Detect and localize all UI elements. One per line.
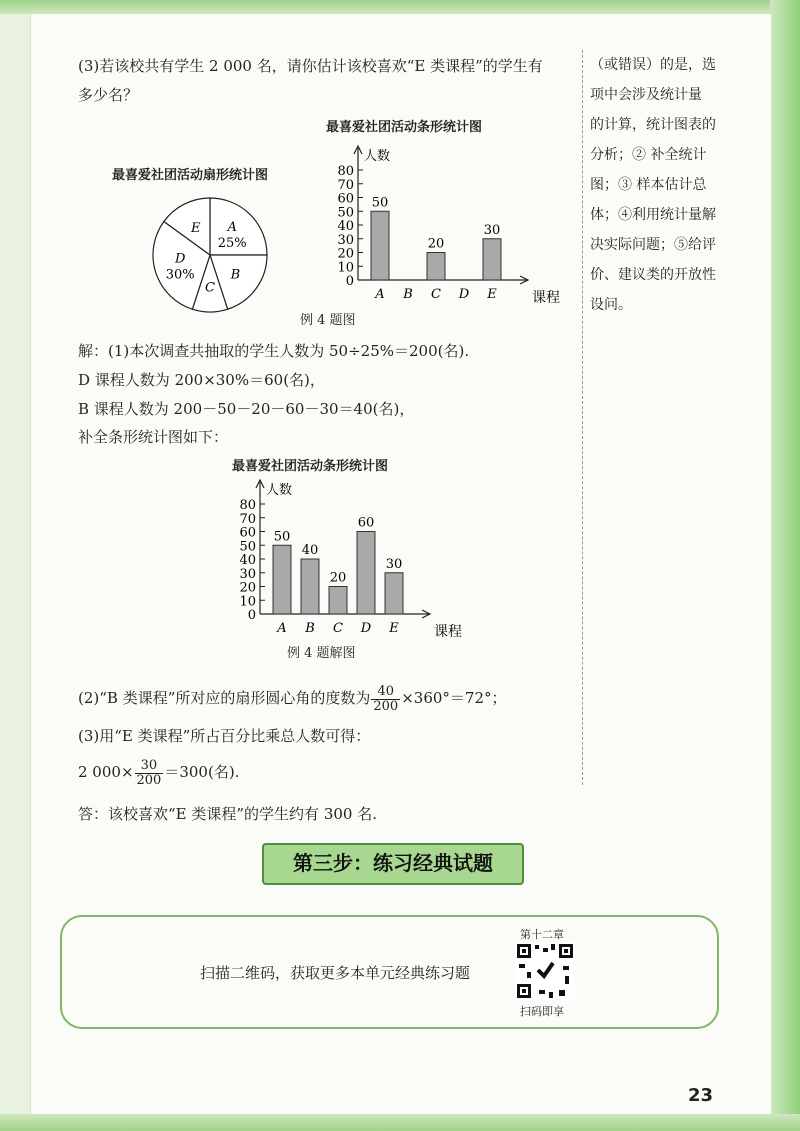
qr-bottom-label: 扫码即享 (520, 1005, 564, 1018)
y-tick-label: 40 (337, 219, 354, 234)
bar-chart-1 (320, 132, 560, 307)
bar-c (427, 253, 445, 281)
bar-value-label: 30 (385, 556, 403, 572)
pie-label-c: C (205, 280, 215, 296)
y-axis-label: 人数 (266, 483, 293, 498)
side-note-line: 决实际问题；⑤给评 (590, 237, 716, 253)
pie-percent-a: 25% (217, 235, 247, 251)
x-tick-label: C (333, 621, 343, 636)
question-line-2: 多少名？ (78, 86, 139, 104)
side-note-line: 价、建议类的开放性 (590, 267, 716, 283)
page-edge-right (770, 0, 800, 1131)
pie-label-b: B (230, 267, 241, 283)
step-banner: 第三步：练习经典试题 (262, 843, 524, 885)
bar-chart-1-title: 最喜爱社团活动条形统计图 (326, 120, 483, 135)
bar-value-label: 30 (483, 222, 501, 238)
pie-label-d: D (174, 251, 186, 267)
bar-b (301, 559, 319, 614)
solution-line-3: B 课程人数为 200－50－20－60－30＝40(名)， (78, 400, 415, 418)
part2-prefix: (2)“B 类课程”所对应的扇形圆心角的度数为 (78, 689, 371, 707)
y-tick-label: 80 (239, 498, 256, 513)
pie-label-a: A (227, 219, 237, 235)
y-tick-label: 60 (239, 525, 256, 541)
bar-d (357, 532, 375, 615)
y-tick-label: 70 (239, 511, 256, 527)
side-note-line: 设问。 (590, 297, 632, 313)
bar-value-label: 20 (427, 236, 445, 252)
y-tick-label: 50 (337, 205, 354, 221)
x-tick-label: E (487, 287, 497, 302)
part2-denominator: 200 (373, 698, 399, 714)
bar-value-label: 40 (301, 543, 319, 558)
solution-line-2: D 课程人数为 200×30%＝60(名)， (78, 371, 325, 389)
page-number: 23 (688, 1085, 714, 1106)
question-line-1: (3)若该校共有学生 2 000 名，请你估计该校喜欢“E 类课程”的学生有 (78, 57, 543, 75)
part2-fraction (371, 685, 400, 714)
side-note-line: 分析；② 补全统计 (590, 147, 707, 163)
x-tick-label: B (305, 621, 315, 636)
pie-chart (150, 195, 270, 315)
side-note-line: 项中会涉及统计量 (590, 87, 702, 103)
x-tick-label: B (403, 287, 413, 302)
side-note-line: （或错误）的是，选 (590, 57, 716, 73)
figure-2-caption: 例 4 题解图 (287, 646, 356, 661)
qr-code-icon[interactable] (515, 942, 575, 1000)
bar-c (329, 587, 347, 615)
y-tick-label: 0 (345, 274, 354, 289)
part3-numerator: 30 (135, 759, 164, 774)
page-edge-top (0, 0, 800, 14)
bar-value-label: 50 (273, 529, 291, 545)
qr-prompt-text: 扫描二维码，获取更多本单元经典练习题 (200, 964, 471, 982)
y-tick-label: 60 (337, 191, 354, 207)
page-edge-bottom (0, 1114, 800, 1131)
bar-value-label: 50 (371, 195, 389, 211)
part3-suffix: ＝300(名). (164, 763, 240, 781)
bar-value-label: 20 (329, 570, 347, 586)
pie-chart-title: 最喜爱社团活动扇形统计图 (112, 168, 269, 183)
bar-a (273, 545, 291, 614)
bar-e (483, 239, 501, 280)
solution-part-3-calc (78, 752, 239, 792)
solution-part-2 (78, 678, 507, 718)
bar-chart-2 (222, 471, 462, 641)
side-note-line: 的计算，统计图表的 (590, 117, 716, 133)
part2-numerator: 40 (371, 685, 400, 700)
x-tick-label: C (431, 287, 441, 302)
bar-e (385, 573, 403, 614)
y-tick-label: 40 (239, 553, 256, 568)
y-tick-label: 30 (337, 232, 354, 248)
y-axis-label: 人数 (364, 149, 391, 164)
part3-fraction (135, 759, 164, 788)
x-axis-label: 课程 (434, 624, 462, 640)
y-tick-label: 10 (239, 594, 256, 610)
side-divider (582, 50, 583, 785)
solution-line-4: 补全条形统计图如下： (78, 428, 229, 446)
side-note-line: 体；④利用统计量解 (590, 207, 716, 223)
y-tick-label: 20 (239, 580, 256, 596)
bar-value-label: 60 (357, 515, 375, 531)
answer-line: 答：该校喜欢“E 类课程”的学生约有 300 名. (78, 805, 377, 823)
y-tick-label: 0 (247, 608, 256, 623)
bar-a (371, 211, 389, 280)
bar-chart-2-title: 最喜爱社团活动条形统计图 (232, 459, 389, 474)
x-tick-label: D (458, 287, 470, 302)
y-tick-label: 70 (337, 177, 354, 193)
y-tick-label: 50 (239, 539, 256, 555)
figure-1-caption: 例 4 题图 (300, 313, 356, 328)
x-tick-label: D (360, 621, 372, 636)
y-tick-label: 80 (337, 164, 354, 179)
pie-label-e: E (191, 221, 201, 237)
y-tick-label: 10 (337, 260, 354, 276)
y-tick-label: 20 (337, 246, 354, 262)
qr-top-label: 第十二章 (520, 928, 564, 941)
part2-suffix: ×360°＝72°； (401, 689, 507, 707)
part3-denominator: 200 (136, 772, 162, 788)
x-tick-label: A (277, 621, 287, 636)
x-tick-label: E (389, 621, 399, 636)
x-axis-label: 课程 (532, 290, 560, 306)
pie-percent-d: 30% (165, 267, 195, 283)
side-note-line: 图；③ 样本估计总 (590, 177, 707, 193)
solution-part-3: (3)用“E 类课程”所占百分比乘总人数可得： (78, 727, 371, 745)
part3-prefix: 2 000× (78, 763, 134, 781)
y-tick-label: 30 (239, 566, 256, 582)
x-tick-label: A (375, 287, 385, 302)
solution-line-1: 解：(1)本次调查共抽取的学生人数为 50÷25%＝200(名). (78, 342, 470, 360)
